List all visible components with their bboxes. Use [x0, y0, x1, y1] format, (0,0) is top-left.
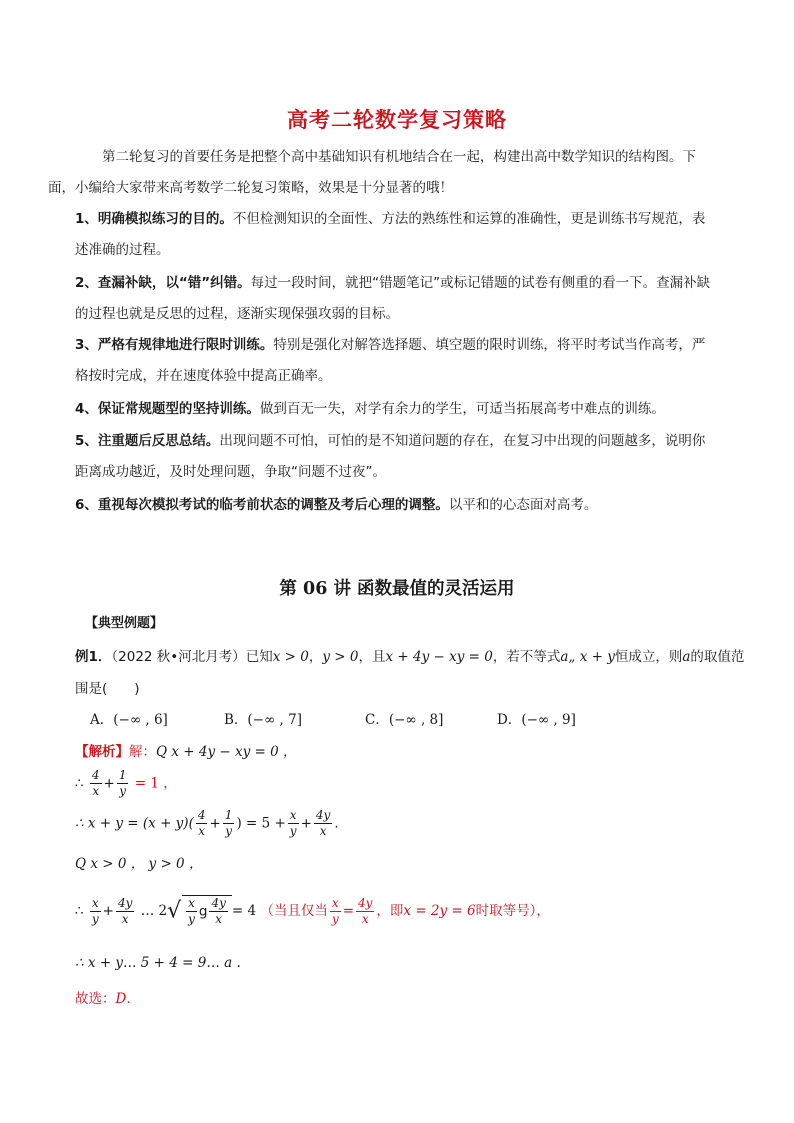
- strategy-lead: 5、注重题后反思总结。: [75, 433, 220, 449]
- strategy-text: 做到百无一失，对学有余力的学生，可适当拓展高考中难点的训练。: [259, 401, 665, 417]
- condition-y: y > 0: [322, 649, 359, 665]
- numerator: 4: [197, 808, 206, 822]
- inequality-sign: … 2: [140, 903, 168, 919]
- equality-note: ，即: [376, 903, 404, 919]
- expression-start: ∴ x + y = (x + y)(: [75, 815, 194, 832]
- equality-result: = 4: [231, 903, 257, 919]
- strategy-lead: 4、保证常规题型的坚持训练。: [75, 401, 260, 417]
- option-c: C．(−∞ , 8]: [365, 712, 444, 728]
- solution-line-1: [75, 740, 297, 760]
- solution-line-3: ∴ x + y = (x + y)( $\frac{4}{x}$ + $\frac{1}{y}$ ) = 5 + $\frac{x}{y}$ + $\frac{4y}{x}$ .: [75, 808, 339, 838]
- example-label: 例1．: [75, 649, 112, 665]
- strategy-lead: 3、严格有规律地进行限时训练。: [75, 337, 274, 353]
- fraction-4-over-x: [90, 768, 102, 799]
- solution-line-5: ∴ $\frac{x}{y}$ + $\frac{4y}{x}$ … 2√ $\frac{x}{y}$ g $\frac{4y}{x}$ = 4 （当且仅当 $\frac{x}{y}$ = $\frac{4y}{x}$ ，即x = 2y = 6时取等号），: [75, 895, 550, 926]
- sqrt-icon: √: [167, 898, 182, 924]
- fraction-4y-over-x: [209, 896, 227, 927]
- separator: ，且: [358, 649, 386, 665]
- intro-line-2: 面，小编给大家带来高考数学二轮复习策略，效果是十分显著的哦！: [48, 180, 453, 196]
- strategy-text: 述准确的过程。: [75, 242, 170, 258]
- option-a: A．(−∞ , 6]: [90, 712, 168, 728]
- separator: ，若不等式: [492, 649, 561, 665]
- denominator: x: [319, 824, 327, 838]
- equality-note: 时取等号），: [475, 903, 550, 919]
- therefore-symbol: ∴: [75, 775, 84, 792]
- denominator: y: [119, 784, 127, 798]
- solution-label: 【解析】: [75, 744, 129, 760]
- fraction-x-over-y: [330, 896, 341, 927]
- fraction-x-over-y: [186, 896, 197, 927]
- solution-given: Q x + 4y − xy = 0 ，: [156, 744, 297, 760]
- strategy-lead: 1、明确模拟练习的目的。: [75, 211, 233, 227]
- numerator: x: [91, 895, 99, 910]
- denominator: y: [289, 824, 297, 838]
- strategy-text: 不但检测知识的全面性、方法的熟练性和运算的准确性，更是训练书写规范，表: [232, 211, 706, 227]
- solution-line-4: [75, 852, 202, 872]
- fraction-4-over-x: [196, 808, 208, 839]
- inequality: a„ x + y: [560, 649, 615, 665]
- solution-line-6: [75, 955, 241, 971]
- fraction-1-over-y: [117, 768, 129, 799]
- example-source: （2022 秋•河北月考）已知: [111, 649, 273, 665]
- page-title: 高考二轮数学复习策略: [287, 108, 507, 132]
- numerator: 4y: [211, 896, 226, 910]
- equation-result: = 1 ，: [134, 775, 177, 792]
- strategy-item-2: [75, 268, 725, 330]
- separator: ，: [308, 649, 323, 665]
- strategy-item-1: [75, 204, 725, 266]
- numerator: x: [331, 895, 339, 910]
- answer-value: D: [115, 991, 127, 1007]
- separator: 恒成立，则: [614, 649, 683, 665]
- numerator: 4: [91, 768, 100, 782]
- numerator: 1: [224, 808, 233, 822]
- fraction-1-over-y: [223, 808, 235, 839]
- strategy-text: 出现问题不可怕，可怕的是不知道问题的存在，在复习中出现的问题越多，说明你: [219, 433, 706, 449]
- option-b: B．(−∞ , 7]: [224, 712, 302, 728]
- equality-note: （当且仅当: [260, 903, 328, 919]
- numerator: 4y: [315, 808, 331, 822]
- numerator: 4y: [358, 895, 373, 910]
- denominator: x: [121, 911, 129, 926]
- strategy-item-3: [75, 330, 725, 392]
- strategy-item-6: [75, 490, 725, 521]
- strategy-text: 以平和的心态面对高考。: [448, 497, 598, 513]
- solution-head: 解：: [129, 744, 156, 760]
- numerator: 1: [118, 768, 127, 782]
- denominator: y: [188, 912, 195, 926]
- fraction-x-over-y: [90, 896, 101, 927]
- period: .: [334, 815, 339, 832]
- denominator: x: [198, 824, 206, 838]
- fraction-4y-over-x: [314, 808, 332, 839]
- fraction-x-over-y: [288, 808, 299, 839]
- final-inequality: ∴ x + y… 5 + 4 = 9… a .: [75, 955, 241, 971]
- strategy-text: 的过程也就是反思的过程，逐渐实现保强攻弱的目标。: [75, 306, 399, 322]
- condition-x: x > 0: [272, 649, 309, 665]
- numerator: x: [289, 808, 297, 822]
- denominator: y: [91, 911, 99, 926]
- strategy-item-5: [75, 426, 725, 488]
- lecture-title: 第 06 讲 函数最值的灵活运用: [279, 579, 515, 599]
- variable-a: a: [682, 649, 691, 665]
- equality-value: x = 2y = 6: [403, 903, 476, 919]
- expression-mid: ) = 5 +: [236, 815, 286, 832]
- fraction-4y-over-x: [116, 896, 134, 927]
- denominator: x: [215, 912, 223, 926]
- denominator: y: [225, 824, 232, 838]
- answer-line: [75, 987, 131, 1007]
- strategy-text: 格按时完成，并在速度体验中提高正确率。: [75, 368, 332, 384]
- example-line-1: [75, 645, 744, 665]
- intro-line-1: 第二轮复习的首要任务是把整个高中基础知识有机地结合在一起，构建出高中数学知识的结构图。下: [102, 149, 696, 165]
- fraction-4y-over-x: [356, 896, 374, 927]
- option-d: D．(−∞ , 9]: [497, 712, 576, 728]
- strategy-lead: 6、重视每次模拟考试的临考前状态的调整及考后心理的调整。: [75, 497, 449, 513]
- intro-paragraph: [48, 142, 725, 204]
- equation: x + 4y − xy = 0: [385, 649, 493, 665]
- example-tail: 的取值范: [690, 649, 745, 665]
- sqrt-radicand: $\frac{x}{y}$ g $\frac{4y}{x}$: [182, 895, 232, 927]
- denominator: y: [331, 911, 339, 926]
- therefore-symbol: ∴: [75, 903, 84, 919]
- strategy-lead: 2、查漏补缺，以“错”纠错。: [75, 275, 251, 291]
- strategy-text: 每过一段时间，就把“错题笔记”或标记错题的试卷有侧重的看一下。查漏补缺: [250, 275, 711, 291]
- positivity-condition: Q x > 0 ， y > 0 ，: [75, 856, 203, 872]
- solution-line-2: ∴ $\frac{4}{x}$ + $\frac{1}{y}$ = 1 ，: [75, 768, 177, 798]
- period: .: [126, 991, 131, 1007]
- strategy-text: 特别是强化对解答选择题、填空题的限时训练，将平时考试当作高考，严: [273, 337, 706, 353]
- answer-label: 故选：: [75, 991, 116, 1007]
- denominator: x: [361, 911, 369, 926]
- denominator: x: [92, 784, 100, 798]
- strategy-text: 距离成功越近，及时处理问题，争取“问题不过夜”。: [75, 464, 386, 480]
- strategy-item-4: [75, 394, 725, 425]
- numerator: 4y: [117, 895, 133, 910]
- section-label: 【典型例题】: [85, 616, 164, 631]
- numerator: x: [188, 896, 195, 910]
- example-line-2: 围是( ): [75, 681, 140, 697]
